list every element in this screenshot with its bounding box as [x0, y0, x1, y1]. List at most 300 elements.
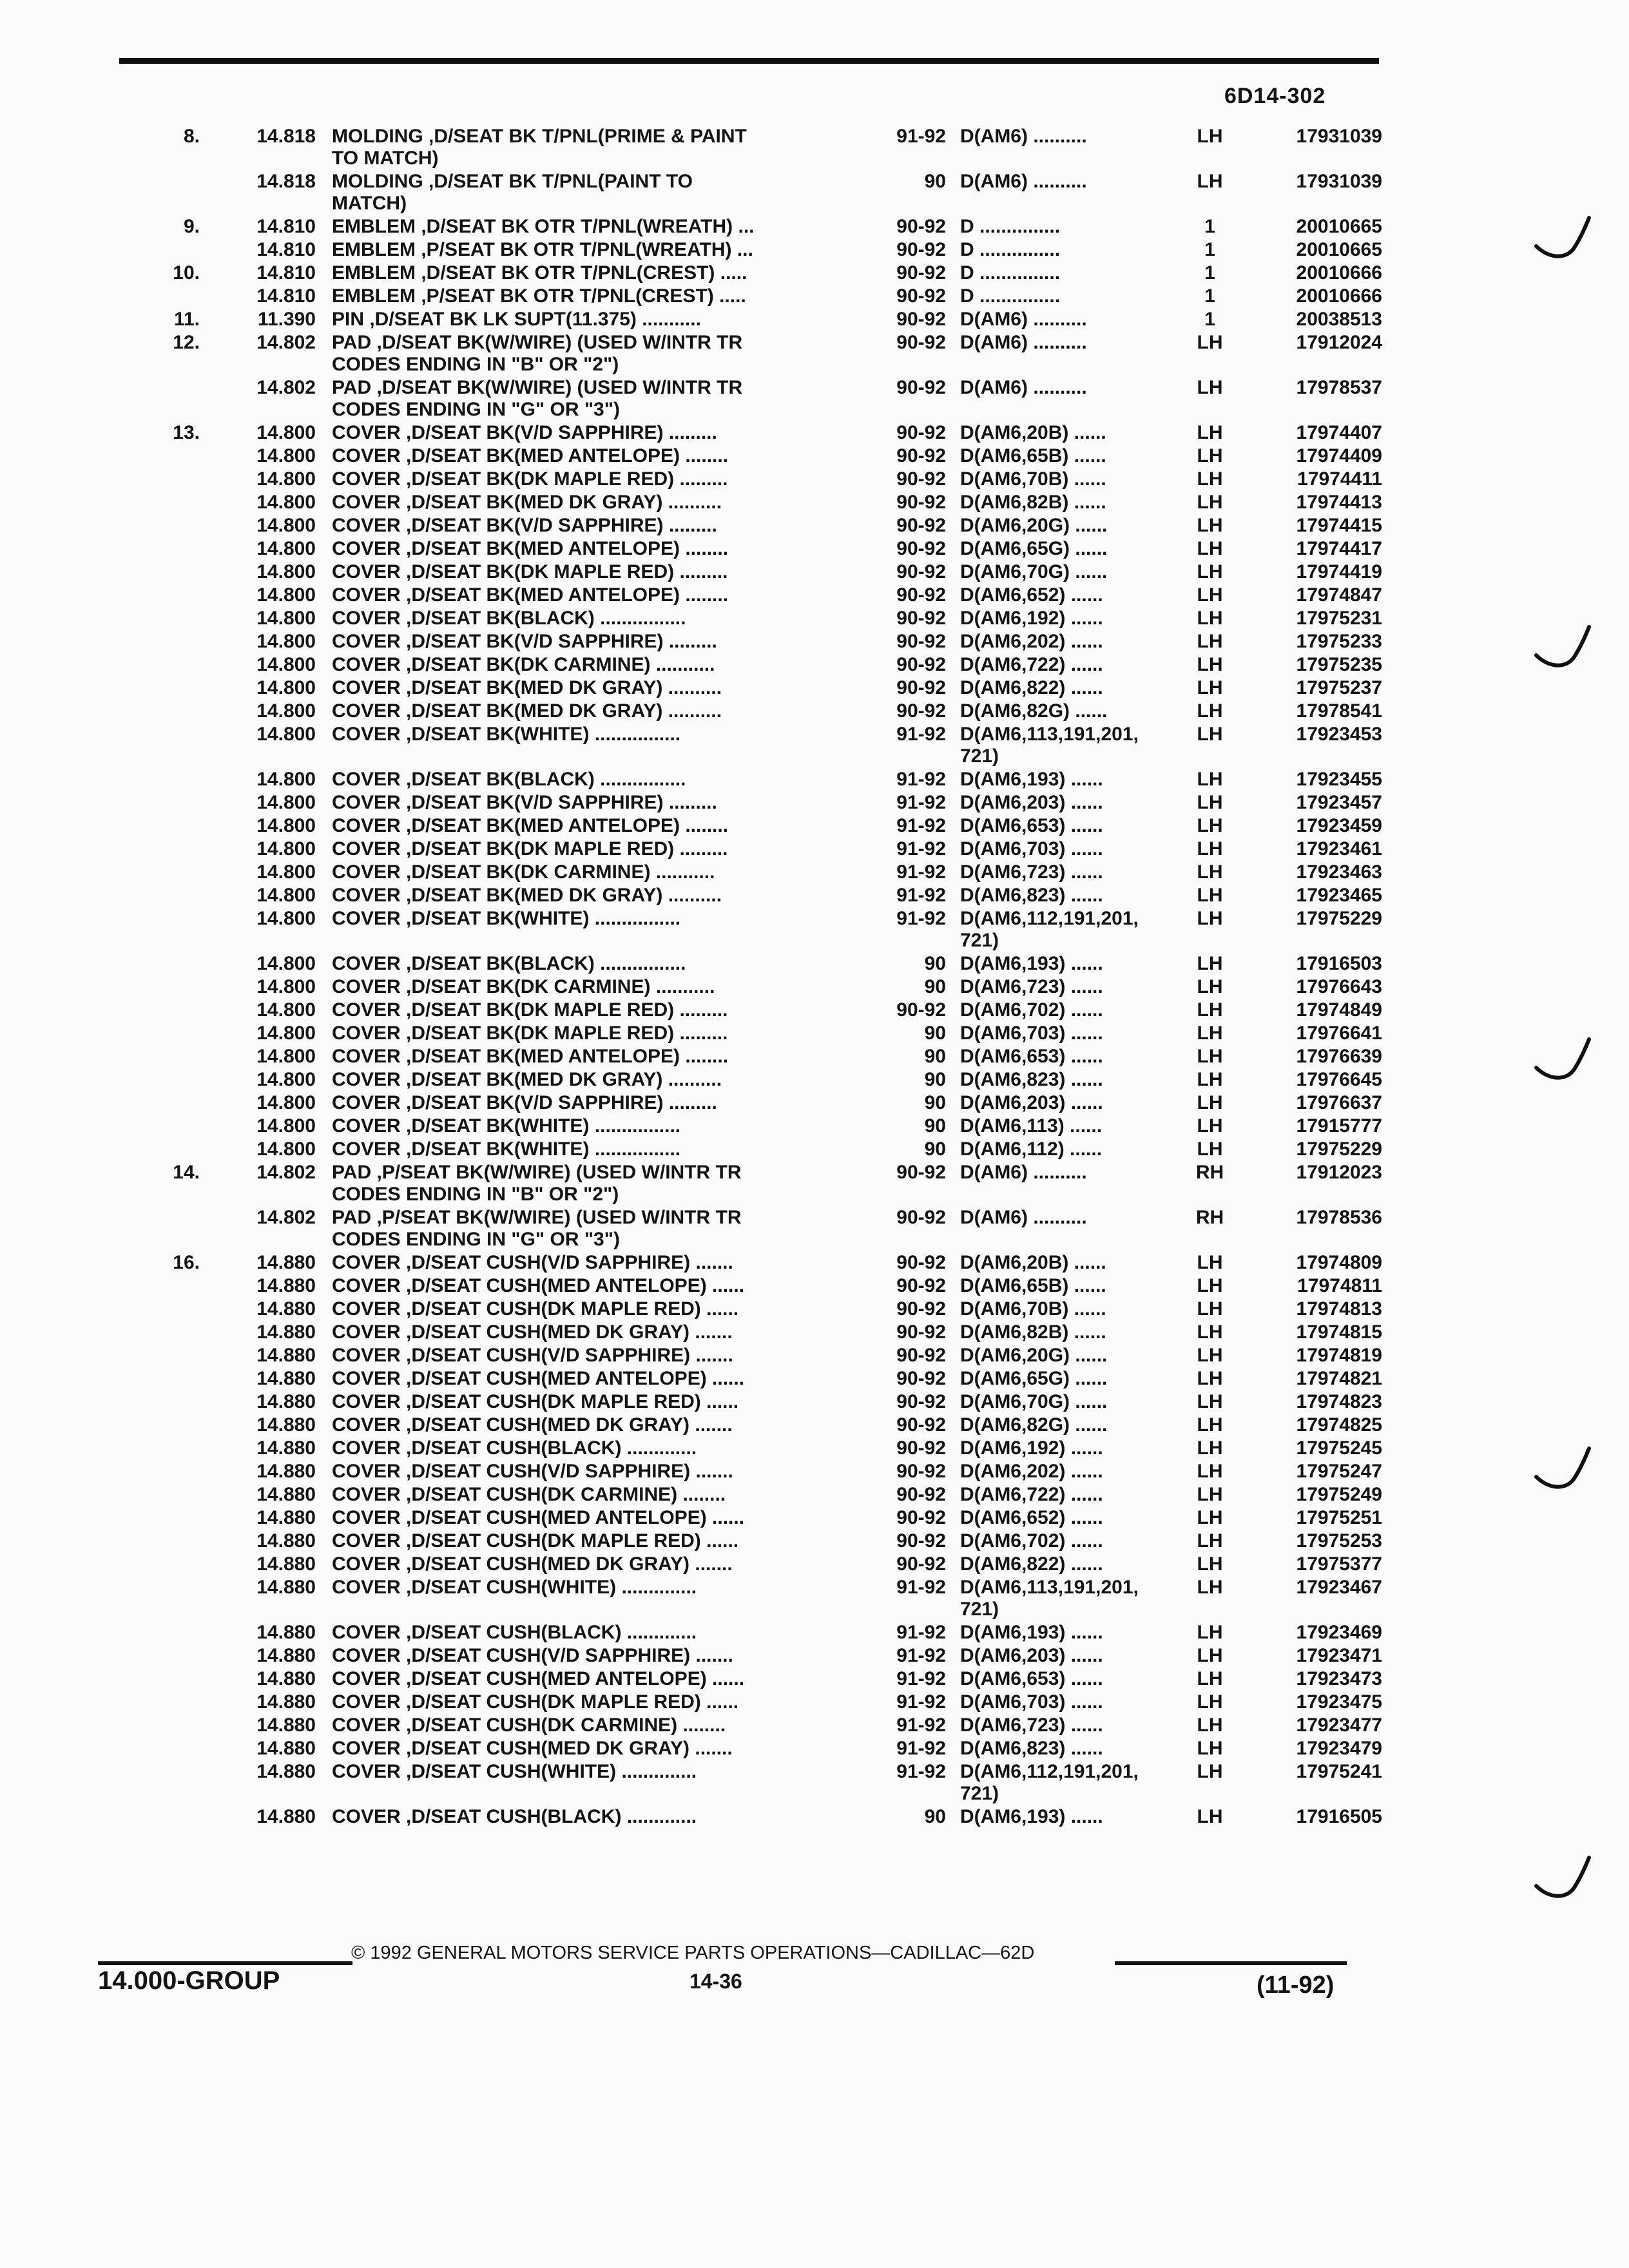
model-years: 90-92	[896, 1298, 946, 1320]
model-code: D(AM6,702) ......	[960, 999, 1103, 1021]
model-years: 90	[924, 1046, 946, 1067]
catalog-row	[0, 1391, 1629, 1414]
model-code: D(AM6,82B) ......	[960, 1321, 1106, 1343]
part-number: 17974823	[1296, 1391, 1382, 1412]
model-years: 90-92	[896, 1553, 946, 1575]
model-years: 90-92	[896, 216, 946, 237]
model-code: D(AM6,703) ......	[960, 1691, 1103, 1713]
part-number: 17923455	[1296, 769, 1382, 790]
part-description: COVER ,D/SEAT BK(V/D SAPPHIRE) .........	[332, 792, 717, 813]
catalog-row	[0, 953, 1629, 976]
part-number: 17923471	[1296, 1645, 1382, 1666]
part-description: COVER ,D/SEAT BK(DK MAPLE RED) .........	[332, 468, 728, 490]
quantity-side: LH	[1197, 1577, 1223, 1598]
group-number: 14.800	[256, 838, 316, 860]
part-number: 17923461	[1296, 838, 1382, 860]
part-description: COVER ,D/SEAT CUSH(MED DK GRAY) .......	[332, 1553, 733, 1575]
model-years: 90-92	[896, 538, 946, 559]
item-ref-number: 12.	[173, 332, 200, 353]
model-code: D(AM6,723) ......	[960, 1715, 1103, 1736]
catalog-row	[0, 1207, 1629, 1252]
quantity-side: LH	[1197, 1321, 1223, 1343]
model-code: D(AM6,193) ......	[960, 1622, 1103, 1643]
group-number: 14.818	[256, 126, 316, 147]
catalog-row	[0, 1507, 1629, 1530]
quantity-side: LH	[1197, 953, 1223, 974]
part-number: 17974819	[1296, 1345, 1382, 1366]
part-number: 17974809	[1296, 1252, 1382, 1273]
group-number: 14.802	[256, 1162, 316, 1183]
model-years: 90-92	[896, 561, 946, 582]
group-number: 14.880	[256, 1298, 316, 1320]
model-years: 90-92	[896, 515, 946, 536]
part-description: EMBLEM ,D/SEAT BK OTR T/PNL(WREATH) ...	[332, 216, 755, 237]
group-number: 14.810	[256, 216, 316, 237]
quantity-side: LH	[1197, 1738, 1223, 1759]
catalog-row	[0, 1691, 1629, 1715]
model-code: D(AM6) ..........	[960, 1162, 1087, 1183]
part-number: 17974409	[1296, 445, 1382, 466]
item-ref-number: 9.	[183, 216, 200, 237]
group-number: 14.880	[256, 1484, 316, 1505]
model-years: 90	[924, 1139, 946, 1160]
group-number: 14.880	[256, 1368, 316, 1389]
model-code: D(AM6,203) ......	[960, 1645, 1103, 1666]
model-years: 90	[924, 1023, 946, 1044]
catalog-row	[0, 769, 1629, 792]
model-code: D(AM6,112) ......	[960, 1139, 1103, 1160]
model-years: 90-92	[896, 584, 946, 606]
check-mark-icon	[1534, 622, 1592, 673]
catalog-row	[0, 171, 1629, 216]
quantity-side: LH	[1197, 976, 1223, 997]
model-code: D(AM6,192) ......	[960, 1437, 1103, 1459]
model-code: D(AM6,65B) ......	[960, 1275, 1106, 1296]
quantity-side: LH	[1197, 654, 1223, 675]
model-years: 91-92	[896, 1691, 946, 1713]
part-number: 17931039	[1296, 171, 1382, 192]
check-mark-icon	[1534, 213, 1592, 264]
catalog-row	[0, 976, 1629, 999]
model-code: D(AM6,112,191,201, 721)	[960, 908, 1139, 951]
group-number: 14.800	[256, 468, 316, 490]
quantity-side: LH	[1197, 584, 1223, 606]
item-ref-number: 14.	[173, 1162, 200, 1183]
model-code: D(AM6,112,191,201, 721)	[960, 1761, 1139, 1804]
group-number: 14.880	[256, 1437, 316, 1459]
model-years: 91-92	[896, 724, 946, 745]
model-code: D(AM6,70B) ......	[960, 1298, 1106, 1320]
model-years: 90-92	[896, 1275, 946, 1296]
quantity-side: LH	[1197, 377, 1223, 398]
group-number: 14.880	[256, 1553, 316, 1575]
part-number: 20010665	[1296, 239, 1382, 260]
catalog-row	[0, 631, 1629, 654]
quantity-side: LH	[1197, 1761, 1223, 1782]
model-code: D(AM6,70B) ......	[960, 468, 1106, 490]
group-number: 14.818	[256, 171, 316, 192]
quantity-side: LH	[1197, 908, 1223, 929]
catalog-row	[0, 1622, 1629, 1645]
part-description: COVER ,D/SEAT CUSH(DK MAPLE RED) ......	[332, 1391, 739, 1412]
part-number: 17916503	[1296, 953, 1382, 974]
part-description: COVER ,D/SEAT CUSH(V/D SAPPHIRE) .......	[332, 1645, 733, 1666]
group-number: 14.800	[256, 422, 316, 443]
catalog-row	[0, 561, 1629, 584]
quantity-side: LH	[1197, 724, 1223, 745]
model-code: D(AM6,65G) ......	[960, 538, 1108, 559]
catalog-row	[0, 445, 1629, 468]
part-number: 17923475	[1296, 1691, 1382, 1713]
group-number: 14.802	[256, 332, 316, 353]
model-code: D(AM6,20B) ......	[960, 1252, 1106, 1273]
model-code: D(AM6,653) ......	[960, 1046, 1103, 1067]
model-code: D(AM6,823) ......	[960, 1738, 1103, 1759]
quantity-side: LH	[1197, 1691, 1223, 1713]
catalog-row	[0, 724, 1629, 769]
model-years: 90-92	[896, 309, 946, 330]
model-years: 90-92	[896, 1414, 946, 1436]
part-description: COVER ,D/SEAT BK(V/D SAPPHIRE) .........	[332, 631, 717, 652]
model-years: 90-92	[896, 631, 946, 652]
quantity-side: LH	[1197, 1806, 1223, 1827]
group-number: 14.880	[256, 1691, 316, 1713]
model-code: D(AM6,20B) ......	[960, 422, 1106, 443]
revision-date: (11-92)	[1257, 1972, 1335, 1999]
model-code: D(AM6,113,191,201, 721)	[960, 724, 1139, 767]
quantity-side: RH	[1195, 1162, 1224, 1183]
part-description: COVER ,D/SEAT CUSH(MED ANTELOPE) ......	[332, 1275, 745, 1296]
quantity-side: LH	[1197, 422, 1223, 443]
model-years: 90-92	[896, 1345, 946, 1366]
quantity-side: LH	[1197, 999, 1223, 1021]
group-number: 14.800	[256, 769, 316, 790]
model-code: D(AM6,703) ......	[960, 838, 1103, 860]
part-description: PAD ,D/SEAT BK(W/WIRE) (USED W/INTR TR CODES ENDING IN "G" OR "3")	[332, 377, 743, 420]
part-number: 17974811	[1297, 1275, 1382, 1296]
quantity-side: LH	[1197, 885, 1223, 906]
part-number: 17923469	[1296, 1622, 1382, 1643]
model-code: D(AM6,723) ......	[960, 861, 1103, 883]
catalog-row	[0, 1645, 1629, 1668]
quantity-side: LH	[1197, 1298, 1223, 1320]
part-description: COVER ,D/SEAT CUSH(WHITE) ..............	[332, 1761, 697, 1782]
quantity-side: LH	[1197, 538, 1223, 559]
model-years: 90-92	[896, 1207, 946, 1228]
model-years: 91-92	[896, 838, 946, 860]
catalog-row	[0, 216, 1629, 239]
part-number: 17978536	[1296, 1207, 1382, 1228]
part-number: 17974417	[1296, 538, 1382, 559]
part-description: COVER ,D/SEAT BK(V/D SAPPHIRE) .........	[332, 515, 717, 536]
part-description: COVER ,D/SEAT BK(DK MAPLE RED) .........	[332, 999, 728, 1021]
part-description: COVER ,D/SEAT CUSH(MED DK GRAY) .......	[332, 1321, 733, 1343]
model-code: D(AM6,82G) ......	[960, 700, 1108, 722]
catalog-row	[0, 468, 1629, 492]
model-code: D(AM6) ..........	[960, 377, 1087, 398]
model-years: 90-92	[896, 654, 946, 675]
item-ref-number: 16.	[173, 1252, 200, 1273]
part-number: 20010666	[1296, 262, 1382, 284]
model-code: D(AM6,65B) ......	[960, 445, 1106, 466]
footer-group-label: 14.000-GROUP	[98, 1966, 280, 1995]
model-years: 90	[924, 953, 946, 974]
model-code: D(AM6) ..........	[960, 171, 1087, 192]
part-number: 17975249	[1296, 1484, 1382, 1505]
catalog-row	[0, 332, 1629, 377]
part-number: 20010666	[1296, 285, 1382, 307]
quantity-side: LH	[1197, 126, 1223, 147]
catalog-row	[0, 538, 1629, 561]
group-number: 14.800	[256, 561, 316, 582]
quantity-side: LH	[1197, 1139, 1223, 1160]
model-code: D(AM6,20G) ......	[960, 1345, 1108, 1366]
model-code: D(AM6,193) ......	[960, 1806, 1103, 1827]
part-number: 17915777	[1296, 1115, 1382, 1137]
part-description: COVER ,D/SEAT CUSH(BLACK) .............	[332, 1437, 697, 1459]
catalog-row	[0, 1530, 1629, 1553]
model-years: 90	[924, 171, 946, 192]
model-code: D(AM6,193) ......	[960, 769, 1103, 790]
part-number: 17975235	[1296, 654, 1382, 675]
check-mark-icon	[1534, 1852, 1592, 1904]
model-years: 90-92	[896, 1162, 946, 1183]
part-description: COVER ,D/SEAT CUSH(MED ANTELOPE) ......	[332, 1507, 745, 1528]
quantity-side: LH	[1197, 1645, 1223, 1666]
quantity-side: LH	[1197, 631, 1223, 652]
part-description: MOLDING ,D/SEAT BK T/PNL(PRIME & PAINT TO MATCH)	[332, 126, 747, 169]
catalog-row	[0, 584, 1629, 608]
part-number: 17923473	[1296, 1668, 1382, 1689]
group-number: 14.800	[256, 1115, 316, 1137]
part-number: 17976639	[1296, 1046, 1382, 1067]
part-description: COVER ,D/SEAT CUSH(WHITE) ..............	[332, 1577, 697, 1598]
model-code: D(AM6,822) ......	[960, 677, 1103, 698]
part-number: 17974815	[1296, 1321, 1382, 1343]
quantity-side: LH	[1197, 1391, 1223, 1412]
model-code: D(AM6,822) ......	[960, 1553, 1103, 1575]
catalog-row	[0, 908, 1629, 953]
group-number: 14.800	[256, 608, 316, 629]
quantity-side: LH	[1197, 1414, 1223, 1436]
catalog-row	[0, 1321, 1629, 1345]
model-years: 90-92	[896, 1437, 946, 1459]
part-number: 20038513	[1296, 309, 1382, 330]
quantity-side: LH	[1197, 1715, 1223, 1736]
part-number: 17912024	[1296, 332, 1382, 353]
quantity-side: LH	[1197, 1530, 1223, 1552]
catalog-row	[0, 1092, 1629, 1115]
part-description: COVER ,D/SEAT BK(WHITE) ................	[332, 724, 681, 745]
part-description: COVER ,D/SEAT BK(V/D SAPPHIRE) .........	[332, 422, 717, 443]
catalog-row	[0, 1461, 1629, 1484]
quantity-side: LH	[1197, 1069, 1223, 1090]
group-number: 14.880	[256, 1345, 316, 1366]
model-years: 90-92	[896, 1507, 946, 1528]
catalog-row	[0, 654, 1629, 677]
quantity-side: 1	[1204, 239, 1215, 260]
group-number: 14.880	[256, 1275, 316, 1296]
part-description: COVER ,D/SEAT BK(MED DK GRAY) ..........	[332, 700, 722, 722]
part-number: 17923463	[1296, 861, 1382, 883]
part-number: 17923453	[1296, 724, 1382, 745]
group-number: 14.880	[256, 1461, 316, 1482]
catalog-row	[0, 422, 1629, 445]
part-number: 17978537	[1296, 377, 1382, 398]
model-years: 91-92	[896, 861, 946, 883]
group-number: 14.800	[256, 492, 316, 513]
model-code: D(AM6,113,191,201, 721)	[960, 1577, 1139, 1620]
group-number: 14.802	[256, 1207, 316, 1228]
catalog-row	[0, 1345, 1629, 1368]
model-years: 91-92	[896, 1668, 946, 1689]
catalog-row	[0, 792, 1629, 815]
quantity-side: RH	[1195, 1207, 1224, 1228]
group-number: 14.880	[256, 1715, 316, 1736]
catalog-row	[0, 1738, 1629, 1761]
part-number: 17975229	[1296, 908, 1382, 929]
quantity-side: LH	[1197, 1115, 1223, 1137]
group-number: 14.800	[256, 631, 316, 652]
model-years: 90-92	[896, 1321, 946, 1343]
page-number: 14-36	[689, 1970, 742, 1993]
model-code: D(AM6) ..........	[960, 309, 1087, 330]
part-description: COVER ,D/SEAT BK(WHITE) ................	[332, 1115, 681, 1137]
catalog-row	[0, 608, 1629, 631]
group-number: 14.800	[256, 700, 316, 722]
catalog-row	[0, 309, 1629, 332]
group-number: 14.800	[256, 792, 316, 813]
group-number: 14.880	[256, 1577, 316, 1598]
model-code: D(AM6,70G) ......	[960, 561, 1108, 582]
quantity-side: LH	[1197, 815, 1223, 836]
part-number: 17923459	[1296, 815, 1382, 836]
part-number: 17975247	[1296, 1461, 1382, 1482]
group-number: 14.810	[256, 239, 316, 260]
part-number: 17975245	[1296, 1437, 1382, 1459]
quantity-side: LH	[1197, 1368, 1223, 1389]
model-years: 90-92	[896, 999, 946, 1021]
catalog-row	[0, 1577, 1629, 1622]
part-description: COVER ,D/SEAT CUSH(BLACK) .............	[332, 1806, 697, 1827]
model-code: D(AM6,203) ......	[960, 1092, 1103, 1113]
group-number: 11.390	[257, 309, 316, 330]
part-number: 17923465	[1296, 885, 1382, 906]
catalog-row	[0, 1115, 1629, 1139]
model-years: 91-92	[896, 815, 946, 836]
part-number: 17923479	[1296, 1738, 1382, 1759]
part-description: COVER ,D/SEAT BK(MED ANTELOPE) ........	[332, 1046, 729, 1067]
catalog-row	[0, 1668, 1629, 1691]
quantity-side: LH	[1197, 561, 1223, 582]
part-description: PIN ,D/SEAT BK LK SUPT(11.375) ...........	[332, 309, 701, 330]
model-code: D(AM6,193) ......	[960, 953, 1103, 974]
part-description: COVER ,D/SEAT CUSH(DK CARMINE) ........	[332, 1484, 726, 1505]
quantity-side: LH	[1197, 1437, 1223, 1459]
group-number: 14.800	[256, 1069, 316, 1090]
model-years: 90-92	[896, 1252, 946, 1273]
model-years: 91-92	[896, 1715, 946, 1736]
quantity-side: LH	[1197, 861, 1223, 883]
part-description: COVER ,D/SEAT CUSH(V/D SAPPHIRE) .......	[332, 1345, 733, 1366]
quantity-side: 1	[1204, 262, 1215, 284]
part-description: EMBLEM ,P/SEAT BK OTR T/PNL(CREST) .....	[332, 285, 746, 307]
quantity-side: LH	[1197, 468, 1223, 490]
group-number: 14.800	[256, 654, 316, 675]
catalog-row	[0, 239, 1629, 262]
item-ref-number: 10.	[173, 262, 200, 284]
item-ref-number: 11.	[173, 309, 200, 330]
quantity-side: LH	[1197, 1252, 1223, 1273]
part-description: EMBLEM ,D/SEAT BK OTR T/PNL(CREST) .....	[332, 262, 747, 284]
part-description: COVER ,D/SEAT BK(MED DK GRAY) ..........	[332, 492, 722, 513]
catalog-row	[0, 815, 1629, 838]
part-description: COVER ,D/SEAT BK(WHITE) ................	[332, 908, 681, 929]
model-code: D(AM6,722) ......	[960, 654, 1103, 675]
model-years: 90	[924, 1069, 946, 1090]
part-description: COVER ,D/SEAT BK(V/D SAPPHIRE) .........	[332, 1092, 717, 1113]
model-years: 90-92	[896, 1391, 946, 1412]
part-number: 17923477	[1296, 1715, 1382, 1736]
group-number: 14.880	[256, 1321, 316, 1343]
model-code: D(AM6,653) ......	[960, 1668, 1103, 1689]
part-number: 17974407	[1296, 422, 1382, 443]
model-code: D ...............	[960, 285, 1061, 307]
model-years: 90-92	[896, 377, 946, 398]
quantity-side: LH	[1197, 838, 1223, 860]
quantity-side: LH	[1197, 1622, 1223, 1643]
part-number: 17975251	[1296, 1507, 1382, 1528]
quantity-side: LH	[1197, 700, 1223, 722]
quantity-side: LH	[1197, 1345, 1223, 1366]
part-number: 17975253	[1296, 1530, 1382, 1552]
group-number: 14.800	[256, 445, 316, 466]
group-number: 14.800	[256, 885, 316, 906]
group-number: 14.800	[256, 861, 316, 883]
group-number: 14.810	[256, 285, 316, 307]
model-code: D(AM6,652) ......	[960, 1507, 1103, 1528]
part-description: MOLDING ,D/SEAT BK T/PNL(PAINT TO MATCH)	[332, 171, 693, 214]
quantity-side: LH	[1197, 332, 1223, 353]
part-number: 20010665	[1296, 216, 1382, 237]
model-years: 91-92	[896, 792, 946, 813]
model-code: D(AM6,653) ......	[960, 815, 1103, 836]
header-rule	[119, 58, 1379, 64]
group-number: 14.802	[256, 377, 316, 398]
group-number: 14.800	[256, 953, 316, 974]
catalog-row	[0, 1484, 1629, 1507]
model-years: 90-92	[896, 262, 946, 284]
part-description: COVER ,D/SEAT CUSH(BLACK) .............	[332, 1622, 697, 1643]
model-code: D(AM6) ..........	[960, 1207, 1087, 1228]
group-number: 14.800	[256, 677, 316, 698]
part-description: COVER ,D/SEAT BK(BLACK) ................	[332, 769, 686, 790]
catalog-row	[0, 1368, 1629, 1391]
group-number: 14.800	[256, 584, 316, 606]
part-number: 17923457	[1296, 792, 1382, 813]
catalog-row	[0, 1046, 1629, 1069]
part-number: 17974413	[1296, 492, 1382, 513]
item-ref-number: 8.	[183, 126, 200, 147]
group-number: 14.800	[256, 724, 316, 745]
part-description: COVER ,D/SEAT CUSH(V/D SAPPHIRE) .......	[332, 1461, 733, 1482]
group-number: 14.800	[256, 908, 316, 929]
part-number: 17931039	[1296, 126, 1382, 147]
catalog-row	[0, 1553, 1629, 1577]
model-code: D(AM6,203) ......	[960, 792, 1103, 813]
page-code: 6D14-302	[1224, 84, 1326, 108]
model-code: D(AM6,722) ......	[960, 1484, 1103, 1505]
